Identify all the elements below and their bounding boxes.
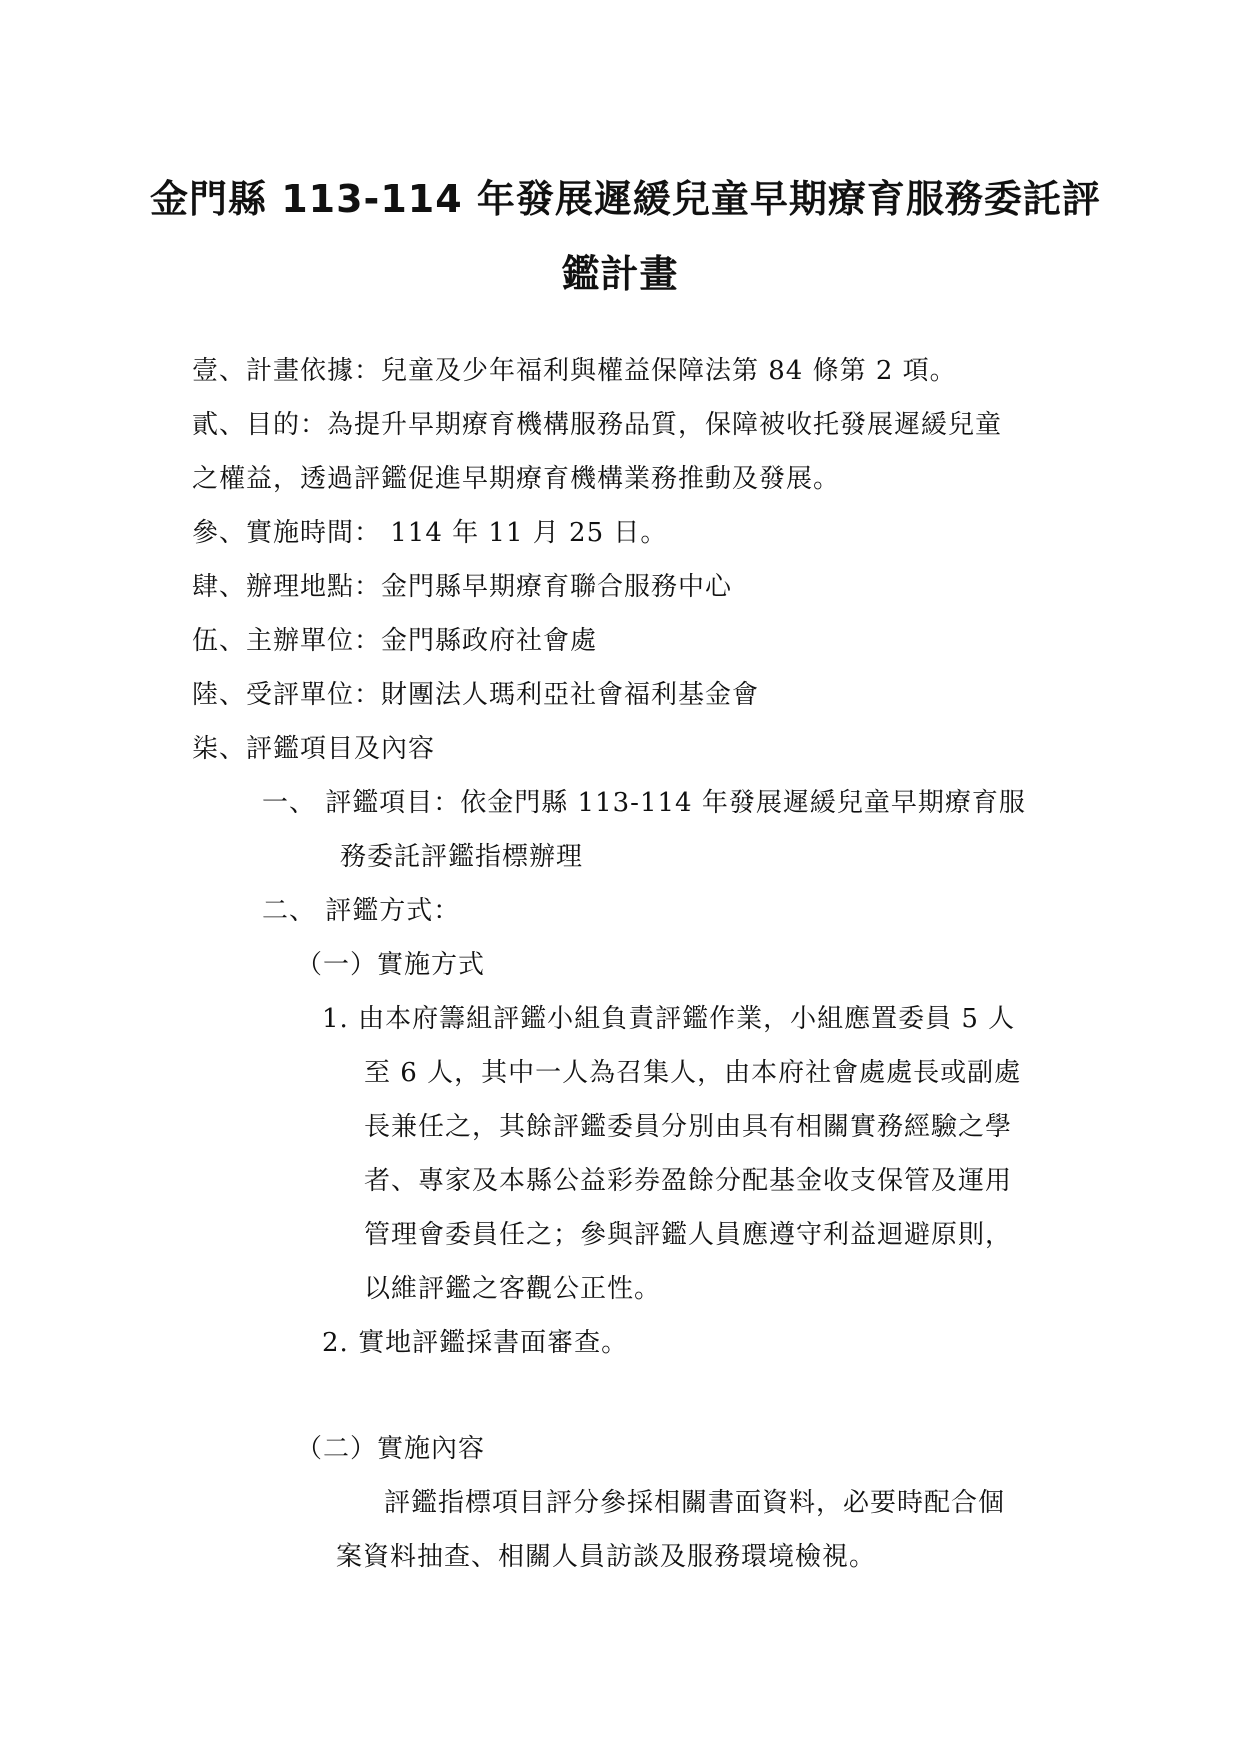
section-purpose-line-1: 貳、目的：為提升早期療育機構服務品質，保障被收托發展遲緩兒童 (192, 410, 1003, 440)
item-1-line-2: 務委託評鑑指標辦理 (340, 842, 584, 872)
section-venue: 肆、辦理地點：金門縣早期療育聯合服務中心 (192, 572, 733, 602)
section-items-heading: 柒、評鑑項目及內容 (192, 734, 436, 764)
point-1-line-1: 1. 由本府籌組評鑑小組負責評鑑作業，小組應置委員 5 人 (322, 1004, 1016, 1034)
document-title-line-2: 鑑計畫 (561, 252, 679, 296)
point-1-line-6: 以維評鑑之客觀公正性。 (364, 1274, 662, 1304)
section-organizer: 伍、主辦單位：金門縣政府社會處 (192, 626, 598, 656)
section-purpose-line-2: 之權益，透過評鑑促進早期療育機構業務推動及發展。 (192, 464, 841, 494)
point-2: 2. 實地評鑑採書面審查。 (322, 1328, 629, 1358)
subsection-2-heading: （二）實施內容 (296, 1434, 486, 1464)
item-1-line-1: 一、 評鑑項目：依金門縣 113-114 年發展遲緩兒童早期療育服 (262, 788, 1026, 818)
document-title-line-1: 金門縣 113-114 年發展遲緩兒童早期療育服務委託評 (150, 177, 1101, 221)
point-1-line-5: 管理會委員任之；參與評鑑人員應遵守利益迴避原則， (364, 1220, 1013, 1250)
item-2-heading: 二、 評鑑方式： (262, 896, 461, 926)
content-paragraph-line-1: 評鑑指標項目評分參採相關書面資料，必要時配合個 (384, 1488, 1006, 1518)
content-paragraph-line-2: 案資料抽查、相關人員訪談及服務環境檢視。 (336, 1542, 877, 1572)
point-1-line-2: 至 6 人，其中一人為召集人，由本府社會處處長或副處 (364, 1058, 1022, 1088)
section-evaluated-unit: 陸、受評單位：財團法人瑪利亞社會福利基金會 (192, 680, 760, 710)
subsection-1-heading: （一）實施方式 (296, 950, 486, 980)
section-date: 參、實施時間： 114 年 11 月 25 日。 (192, 518, 668, 548)
point-1-line-4: 者、專家及本縣公益彩券盈餘分配基金收支保管及運用 (364, 1166, 1013, 1196)
section-basis: 壹、計畫依據：兒童及少年福利與權益保障法第 84 條第 2 項。 (192, 356, 957, 386)
point-1-line-3: 長兼任之，其餘評鑑委員分別由具有相關實務經驗之學 (364, 1112, 1013, 1142)
